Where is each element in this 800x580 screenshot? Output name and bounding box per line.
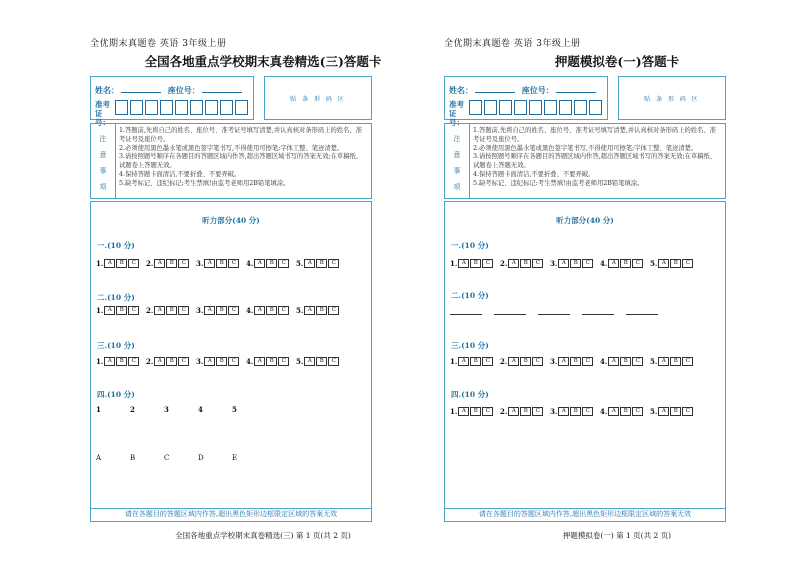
option-bubble[interactable]: A xyxy=(154,306,165,315)
answer-sheet-left xyxy=(78,0,448,580)
option-bubble[interactable]: B xyxy=(116,306,127,315)
notice-item: 4.保持答题卡面清洁,不要折叠、不要弄破。 xyxy=(119,170,241,178)
question-choice[interactable] xyxy=(96,259,146,268)
option-bubble[interactable]: A xyxy=(558,357,569,366)
question-choice[interactable] xyxy=(500,407,550,416)
section-1-label: 一.(10 分) xyxy=(97,241,135,250)
section-3-options[interactable] xyxy=(450,357,700,366)
question-number: 1. xyxy=(96,259,104,268)
question-choice[interactable] xyxy=(246,259,296,268)
option-bubble[interactable]: C xyxy=(178,306,189,315)
section-3-label: 三.(10 分) xyxy=(451,341,489,350)
option-bubble[interactable]: C xyxy=(532,357,543,366)
notice-side-label: 注 意 事 项 xyxy=(91,124,116,198)
question-choice[interactable] xyxy=(296,259,346,268)
option-bubble[interactable]: B xyxy=(620,259,631,268)
question-number: 4. xyxy=(246,306,254,315)
page-footer: 押题模拟卷(一) 第 1 页(共 2 页) xyxy=(562,531,672,540)
write-line[interactable] xyxy=(582,313,614,315)
option-bubble[interactable]: C xyxy=(178,357,189,366)
option-bubble[interactable]: A xyxy=(658,357,669,366)
question-choice[interactable] xyxy=(550,407,600,416)
section-2-label: 二.(10 分) xyxy=(451,291,489,300)
barcode-area: 贴 条 形 码 区 xyxy=(618,76,726,120)
option-bubble[interactable]: A xyxy=(304,357,315,366)
option-bubble[interactable]: C xyxy=(278,259,289,268)
option-bubble[interactable]: A xyxy=(104,306,115,315)
question-choice[interactable] xyxy=(246,306,296,315)
question-number: 1. xyxy=(96,306,104,315)
question-choice[interactable] xyxy=(550,259,600,268)
option-bubble[interactable]: A xyxy=(104,357,115,366)
question-number: 5. xyxy=(650,357,658,366)
question-choice[interactable] xyxy=(600,357,650,366)
notice-box xyxy=(444,123,726,199)
option-bubble[interactable]: C xyxy=(228,306,239,315)
option-bubble[interactable]: B xyxy=(166,259,177,268)
section-4-numbers: 1 2 3 4 5 xyxy=(96,405,237,414)
question-choice[interactable] xyxy=(450,357,500,366)
option-bubble[interactable]: C xyxy=(682,259,693,268)
question-choice[interactable] xyxy=(650,407,700,416)
notice-list xyxy=(473,127,721,189)
section-1-options[interactable] xyxy=(450,259,700,268)
info-row xyxy=(449,85,600,96)
info-row xyxy=(95,85,246,96)
option-bubble[interactable]: A xyxy=(508,357,519,366)
question-choice[interactable] xyxy=(600,407,650,416)
barcode-area: 贴 条 形 码 区 xyxy=(264,76,372,120)
option-bubble[interactable]: B xyxy=(670,259,681,268)
option-bubble[interactable]: C xyxy=(328,259,339,268)
question-number: 3. xyxy=(550,259,558,268)
option-bubble[interactable]: B xyxy=(316,357,327,366)
notice-item: 5.缺考标记、违纪标记:考生禁填!由监考老师用2B铅笔填涂。 xyxy=(119,179,290,187)
option-bubble[interactable]: A xyxy=(204,259,215,268)
option-bubble[interactable]: B xyxy=(620,357,631,366)
write-line[interactable] xyxy=(626,313,658,315)
student-info-box xyxy=(90,76,254,127)
answer-sheet-right xyxy=(432,0,800,580)
option-bubble[interactable]: B xyxy=(570,407,581,416)
answer-area xyxy=(444,201,726,509)
option-bubble[interactable]: B xyxy=(266,306,277,315)
option-bubble[interactable]: A xyxy=(154,259,165,268)
option-bubble[interactable]: C xyxy=(128,259,139,268)
option-bubble[interactable]: B xyxy=(216,306,227,315)
question-number: 5. xyxy=(296,306,304,315)
question-choice[interactable] xyxy=(450,259,500,268)
notice-item: 3.请按照题号顺序在各题目的答题区域内作答,超出答题区域书写的答案无效;在草稿纸、试题卷上答题无效。 xyxy=(119,153,363,170)
section-3-label: 三.(10 分) xyxy=(97,341,135,350)
id-label: 准考证号： xyxy=(95,100,110,127)
question-choice[interactable] xyxy=(650,357,700,366)
question-number: 5. xyxy=(296,357,304,366)
option-bubble[interactable]: A xyxy=(658,407,669,416)
question-choice[interactable] xyxy=(196,357,246,366)
question-choice[interactable] xyxy=(550,357,600,366)
option-bubble[interactable]: B xyxy=(166,306,177,315)
question-number: 3. xyxy=(196,357,204,366)
option-bubble[interactable]: C xyxy=(482,259,493,268)
option-bubble[interactable]: B xyxy=(266,259,277,268)
option-bubble[interactable]: A xyxy=(458,407,469,416)
question-number: 4. xyxy=(600,259,608,268)
question-number: 2. xyxy=(146,357,154,366)
question-choice[interactable] xyxy=(500,259,550,268)
boundary-note: 请在各题目的答题区域内作答,超出黑色矩形边框限定区域的答案无效 xyxy=(90,507,372,522)
section-2-write-lines[interactable] xyxy=(450,313,670,315)
option-bubble[interactable]: B xyxy=(266,357,277,366)
question-number: 2. xyxy=(500,407,508,416)
option-bubble[interactable]: A xyxy=(558,259,569,268)
option-bubble[interactable]: A xyxy=(508,259,519,268)
notice-item: 3.请按照题号顺序在各题目的答题区域内作答,超出答题区域书写的答案无效;在草稿纸、试题卷上答题无效。 xyxy=(473,153,717,170)
option-bubble[interactable]: B xyxy=(470,407,481,416)
notice-item: 1.答题前,先将自己的姓名、座位号、准考证号填写清楚,并认真核对条形码上的姓名、准考证号及座位号。 xyxy=(119,127,362,143)
boundary-note: 请在各题目的答题区域内作答,超出黑色矩形边框限定区域的答案无效 xyxy=(444,507,726,522)
question-number: 4. xyxy=(600,407,608,416)
option-bubble[interactable]: A xyxy=(508,407,519,416)
option-bubble[interactable]: A xyxy=(458,259,469,268)
option-bubble[interactable]: A xyxy=(558,407,569,416)
question-number: 4. xyxy=(246,357,254,366)
question-number: 2. xyxy=(500,357,508,366)
notice-side-label: 注 意 事 项 xyxy=(445,124,470,198)
option-bubble[interactable]: A xyxy=(608,407,619,416)
write-line[interactable] xyxy=(450,313,482,315)
option-bubble[interactable]: C xyxy=(582,259,593,268)
question-choice[interactable] xyxy=(296,306,346,315)
option-bubble[interactable]: A xyxy=(658,259,669,268)
notice-item: 4.保持答题卡面清洁,不要折叠、不要弄破。 xyxy=(473,170,595,178)
question-choice[interactable] xyxy=(146,259,196,268)
id-label: 准考证号： xyxy=(449,100,464,127)
question-number: 3. xyxy=(196,259,204,268)
option-bubble[interactable]: B xyxy=(570,357,581,366)
name-label: 姓名： xyxy=(95,85,119,95)
write-line[interactable] xyxy=(538,313,570,315)
option-bubble[interactable]: B xyxy=(670,407,681,416)
sheet-title: 全国各地重点学校期末真卷精选(三)答题卡 xyxy=(144,54,382,69)
question-choice[interactable] xyxy=(600,259,650,268)
option-bubble[interactable]: A xyxy=(204,306,215,315)
sheet-title: 押题模拟卷(一)答题卡 xyxy=(554,54,680,69)
id-number-boxes[interactable] xyxy=(469,100,604,115)
seat-label: 座位号： xyxy=(521,85,554,95)
option-bubble[interactable]: B xyxy=(216,259,227,268)
option-bubble[interactable]: C xyxy=(632,407,643,416)
option-bubble[interactable]: A xyxy=(304,259,315,268)
question-choice[interactable] xyxy=(500,357,550,366)
question-choice[interactable] xyxy=(650,259,700,268)
question-number: 3. xyxy=(196,306,204,315)
question-number: 1. xyxy=(96,357,104,366)
notice-item: 5.缺考标记、违纪标记:考生禁填!由监考老师用2B铅笔填涂。 xyxy=(473,179,644,187)
page-footer: 全国各地重点学校期末真卷精选(三) 第 1 页(共 2 页) xyxy=(175,531,351,540)
notice-list xyxy=(119,127,367,189)
section-3-options[interactable] xyxy=(96,357,346,366)
question-choice[interactable] xyxy=(96,306,146,315)
question-number: 2. xyxy=(146,259,154,268)
option-bubble[interactable]: C xyxy=(178,259,189,268)
option-bubble[interactable]: C xyxy=(582,357,593,366)
option-bubble[interactable]: B xyxy=(166,357,177,366)
option-bubble[interactable]: B xyxy=(670,357,681,366)
answer-area xyxy=(90,201,372,509)
option-bubble[interactable]: B xyxy=(570,259,581,268)
option-bubble[interactable]: A xyxy=(104,259,115,268)
notice-item: 2.必须使用黑色墨水笔或黑色签字笔书写,不得使用可擦笔;字体工整、笔迹清楚。 xyxy=(473,144,698,152)
question-number: 5. xyxy=(650,259,658,268)
option-bubble[interactable]: C xyxy=(482,407,493,416)
option-bubble[interactable]: B xyxy=(620,407,631,416)
option-bubble[interactable]: B xyxy=(216,357,227,366)
question-number: 2. xyxy=(500,259,508,268)
option-bubble[interactable]: B xyxy=(470,357,481,366)
question-number: 5. xyxy=(296,259,304,268)
section-1-label: 一.(10 分) xyxy=(451,241,489,250)
question-number: 3. xyxy=(550,357,558,366)
section-2-options[interactable] xyxy=(96,306,346,315)
seat-label: 座位号： xyxy=(167,85,200,95)
listening-heading: 听力部分(40 分) xyxy=(202,216,260,225)
name-field[interactable] xyxy=(121,92,161,93)
option-bubble[interactable]: B xyxy=(520,259,531,268)
option-bubble[interactable]: C xyxy=(228,357,239,366)
option-bubble[interactable]: C xyxy=(278,357,289,366)
option-bubble[interactable]: B xyxy=(520,407,531,416)
option-bubble[interactable]: A xyxy=(254,259,265,268)
question-choice[interactable] xyxy=(450,407,500,416)
question-choice[interactable] xyxy=(246,357,296,366)
write-line[interactable] xyxy=(494,313,526,315)
option-bubble[interactable]: C xyxy=(328,357,339,366)
question-number: 5. xyxy=(650,407,658,416)
option-bubble[interactable]: B xyxy=(116,259,127,268)
question-choice[interactable] xyxy=(296,357,346,366)
seat-field[interactable] xyxy=(556,92,596,93)
section-2-label: 二.(10 分) xyxy=(97,293,135,302)
option-bubble[interactable]: A xyxy=(304,306,315,315)
option-bubble[interactable]: C xyxy=(582,407,593,416)
seat-field[interactable] xyxy=(202,92,242,93)
option-bubble[interactable]: A xyxy=(608,259,619,268)
option-bubble[interactable]: C xyxy=(278,306,289,315)
option-bubble[interactable]: B xyxy=(116,357,127,366)
question-choice[interactable] xyxy=(196,259,246,268)
option-bubble[interactable]: A xyxy=(204,357,215,366)
option-bubble[interactable]: C xyxy=(532,259,543,268)
option-bubble[interactable]: C xyxy=(328,306,339,315)
option-bubble[interactable]: B xyxy=(316,259,327,268)
section-4-options[interactable] xyxy=(450,407,700,416)
question-choice[interactable] xyxy=(196,306,246,315)
question-choice[interactable] xyxy=(96,357,146,366)
question-number: 4. xyxy=(600,357,608,366)
option-bubble[interactable]: A xyxy=(254,306,265,315)
option-bubble[interactable]: C xyxy=(532,407,543,416)
notice-item: 2.必须使用黑色墨水笔或黑色签字笔书写,不得使用可擦笔;字体工整、笔迹清楚。 xyxy=(119,144,344,152)
option-bubble[interactable]: A xyxy=(458,357,469,366)
option-bubble[interactable]: C xyxy=(632,357,643,366)
series-header: 全优期末真题卷 英语 3年级上册 xyxy=(90,39,227,49)
option-bubble[interactable]: B xyxy=(316,306,327,315)
option-bubble[interactable]: C xyxy=(682,407,693,416)
question-choice[interactable] xyxy=(146,306,196,315)
question-number: 1. xyxy=(450,259,458,268)
option-bubble[interactable]: A xyxy=(254,357,265,366)
series-header: 全优期末真题卷 英语 3年级上册 xyxy=(444,39,581,49)
option-bubble[interactable]: B xyxy=(520,357,531,366)
question-number: 2. xyxy=(146,306,154,315)
section-4-label: 四.(10 分) xyxy=(97,390,135,399)
name-field[interactable] xyxy=(475,92,515,93)
question-choice[interactable] xyxy=(146,357,196,366)
listening-heading: 听力部分(40 分) xyxy=(556,216,614,225)
option-bubble[interactable]: B xyxy=(470,259,481,268)
name-label: 姓名： xyxy=(449,85,473,95)
id-number-boxes[interactable] xyxy=(115,100,250,115)
option-bubble[interactable]: A xyxy=(154,357,165,366)
option-bubble[interactable]: A xyxy=(608,357,619,366)
section-4-letters: A B C D E xyxy=(96,454,238,462)
option-bubble[interactable]: C xyxy=(682,357,693,366)
question-number: 4. xyxy=(246,259,254,268)
section-1-options[interactable] xyxy=(96,259,346,268)
notice-item: 1.答题前,先将自己的姓名、座位号、准考证号填写清楚,并认真核对条形码上的姓名、准考证号及座位号。 xyxy=(473,127,716,143)
question-number: 3. xyxy=(550,407,558,416)
question-number: 1. xyxy=(450,357,458,366)
option-bubble[interactable]: C xyxy=(128,306,139,315)
option-bubble[interactable]: C xyxy=(482,357,493,366)
option-bubble[interactable]: C xyxy=(128,357,139,366)
section-4-label: 四.(10 分) xyxy=(451,390,489,399)
notice-box xyxy=(90,123,372,199)
student-info-box xyxy=(444,76,608,127)
option-bubble[interactable]: C xyxy=(632,259,643,268)
option-bubble[interactable]: C xyxy=(228,259,239,268)
question-number: 1. xyxy=(450,407,458,416)
